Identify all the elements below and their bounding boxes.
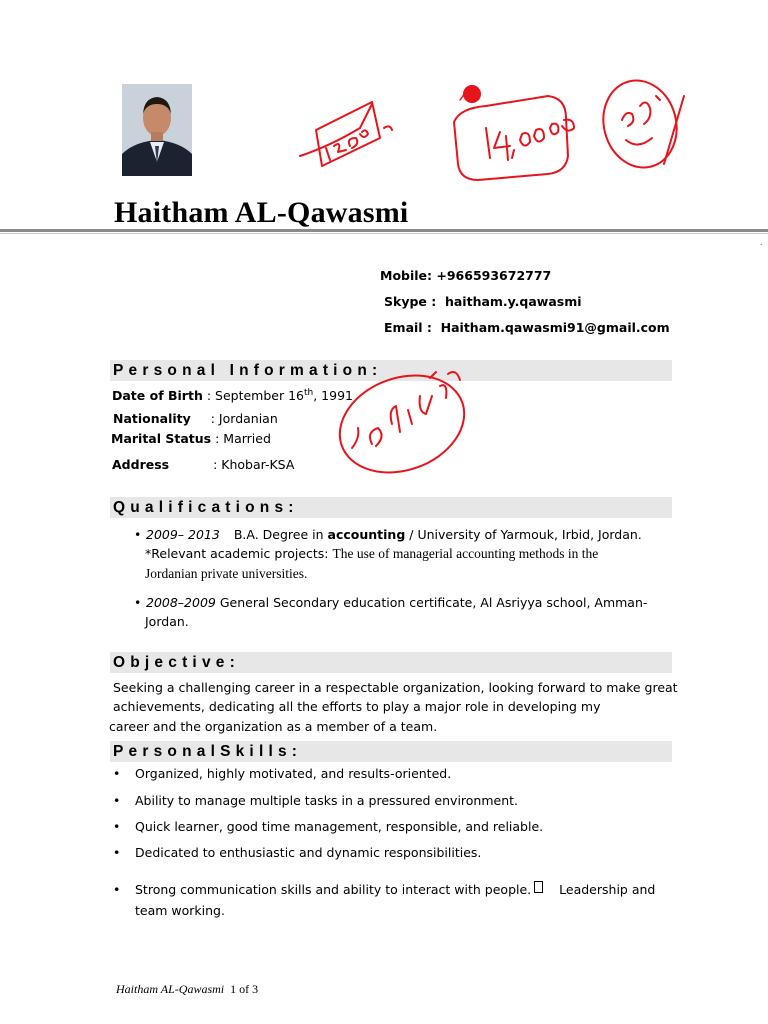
email-label: Email : (384, 320, 432, 335)
name-divider-shadow (0, 233, 768, 234)
bullet-icon: • (113, 819, 121, 834)
annotation-14000 (454, 86, 574, 180)
marital-value: : Married (215, 431, 271, 446)
nationality-value: : Jordanian (210, 411, 278, 426)
bullet-icon: • (113, 845, 121, 860)
contact-skype (384, 294, 582, 309)
mobile-label: Mobile: (380, 268, 433, 283)
bullet-icon: • (134, 595, 142, 610)
contact-email (384, 320, 670, 335)
marital-row (111, 431, 271, 446)
person-portrait-icon (122, 84, 192, 176)
margin-mark: . (760, 238, 763, 247)
skype-value: haitham.y.qawasmi (444, 294, 582, 309)
qualification-item-1: • 2009– 2013 B.A. Degree in accounting / University of Yarmouk, Irbid, Jordan. (134, 527, 642, 542)
objective-line-3: career and the organization as a member of a team. (109, 719, 438, 734)
project-label: *Relevant academic projects: (145, 546, 333, 561)
nationality-label: Nationality (113, 411, 191, 426)
section-header-personal: Personal Information: (110, 360, 672, 381)
bullet-icon: • (113, 882, 121, 897)
bullet-icon: • (113, 766, 121, 781)
skill-item: • Quick learner, good time management, responsible, and reliable. (113, 819, 544, 834)
section-header-skills: PersonalSkills: (110, 741, 672, 762)
objective-line-1: Seeking a challenging career in a respectable organization, looking forward to make great (113, 680, 678, 695)
annotation-12000 (300, 102, 392, 166)
footer-page-number: 1 of 3 (230, 982, 259, 996)
email-value[interactable]: Haitham.qawasmi91@gmail.com (440, 320, 670, 335)
profile-photo (122, 84, 192, 176)
annotation-arabic-note-top (594, 72, 686, 176)
section-header-qualifications: Qualifications: (110, 497, 672, 518)
contact-mobile (380, 268, 551, 283)
qualification-years: 2008–2009 (146, 595, 216, 610)
page-footer (116, 982, 258, 997)
qualification-project-line-1: *Relevant academic projects: The use of managerial accounting methods in the (145, 546, 599, 561)
address-label: Address (112, 457, 170, 472)
bullet-icon: • (113, 793, 121, 808)
skill-item: • Ability to manage multiple tasks in a pressured environment. (113, 793, 519, 808)
objective-line-2: achievements, dedicating all the efforts to play a major role in developing my (113, 699, 601, 714)
qualification-years: 2009– 2013 (146, 527, 220, 542)
dob-label: Date of Birth (112, 388, 203, 404)
missing-glyph-icon (534, 881, 543, 893)
skype-label: Skype : (384, 294, 437, 309)
skill-item: • Organized, highly motivated, and results-oriented. (113, 766, 452, 781)
skill-item-cont: team working. (135, 903, 225, 918)
marital-label: Marital Status (111, 431, 212, 446)
bullet-icon: • (134, 527, 142, 542)
name-divider (0, 229, 768, 232)
qualification-item-2: • 2008–2009 General Secondary education certificate, Al Asriyya school, Amman- (134, 595, 648, 610)
skill-item: • Dedicated to enthusiastic and dynamic responsibilities. (113, 845, 482, 860)
mobile-value: +966593672777 (436, 268, 552, 283)
section-header-objective: Objective: (110, 652, 672, 673)
skill-item: • Strong communication skills and ability to interact with people. Leadership and (113, 882, 656, 897)
nationality-row (113, 411, 278, 426)
footer-name: Haitham AL-Qawasmi (116, 982, 225, 996)
dob-row (112, 388, 353, 403)
qualification-project-line-2: Jordanian private universities. (145, 566, 308, 581)
address-value: : Khobar-KSA (213, 457, 295, 472)
address-row (112, 457, 294, 472)
dob-value: : September 16th, 1991 (206, 388, 353, 404)
qualification-item-2-cont: Jordan. (145, 614, 189, 629)
candidate-name: Haitham AL-Qawasmi (114, 196, 409, 229)
